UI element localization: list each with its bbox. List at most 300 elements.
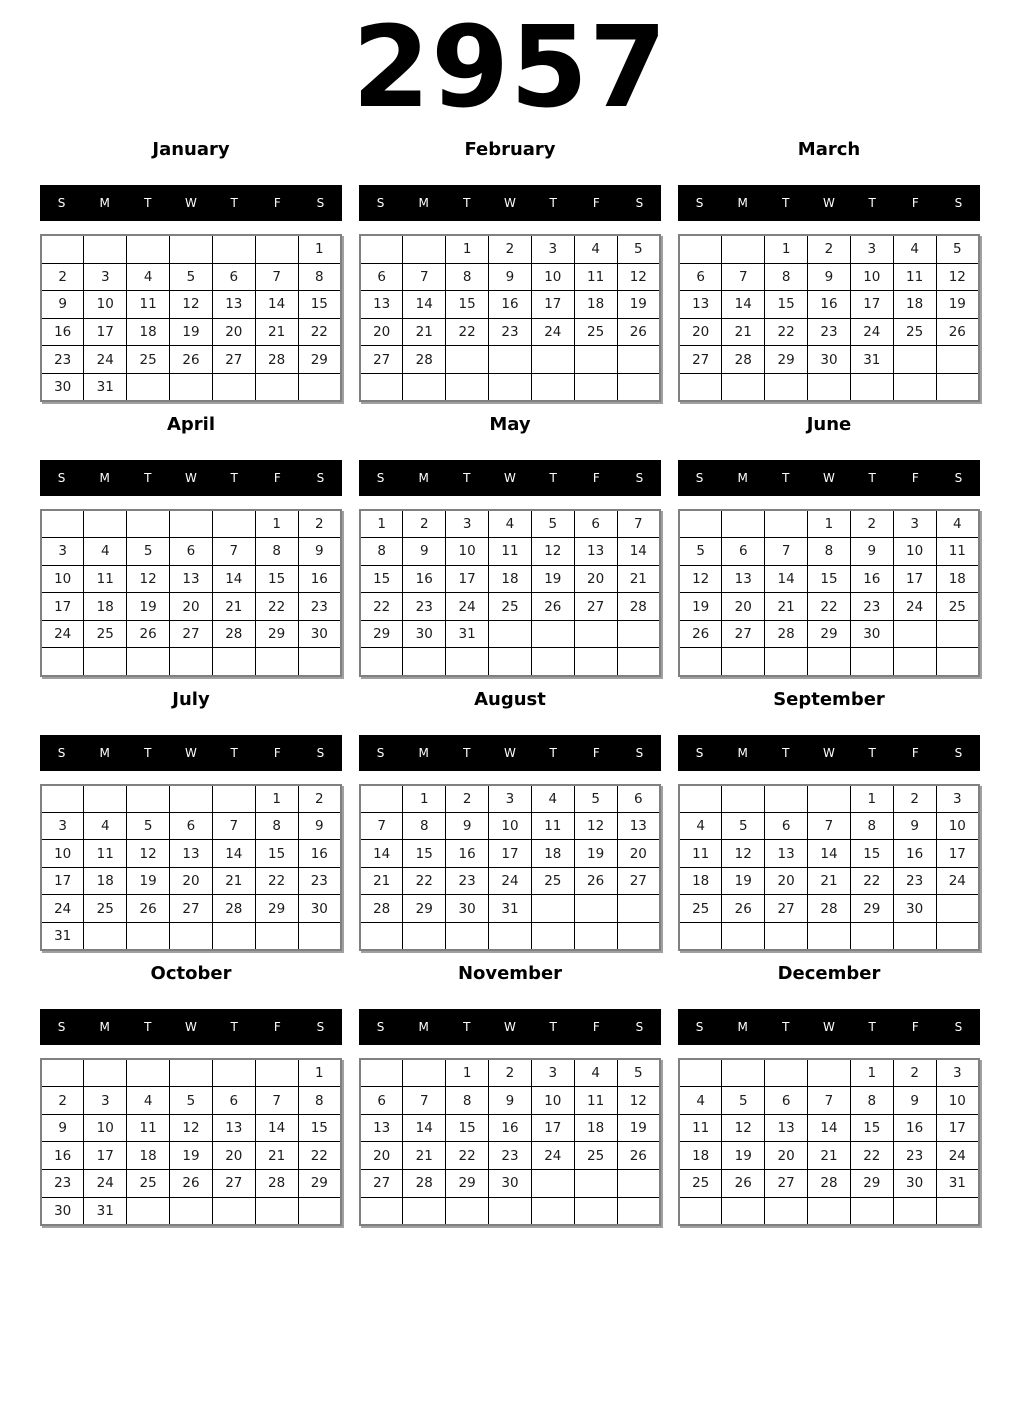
weekday-label: M (737, 196, 748, 211)
day-cell: 14 (722, 291, 765, 319)
day-cell: 31 (936, 1170, 979, 1198)
empty-day-cell (936, 895, 979, 923)
day-cell: 20 (765, 1142, 808, 1170)
empty-day-cell (531, 346, 574, 374)
day-cell: 19 (617, 291, 660, 319)
day-cell: 5 (617, 1059, 660, 1087)
day-cell: 16 (893, 840, 936, 868)
week-row (360, 538, 660, 566)
day-cell: 13 (765, 840, 808, 868)
day-cell: 16 (893, 1114, 936, 1142)
weekday-label: M (99, 196, 110, 211)
week-row (360, 318, 660, 346)
weekday-label: W (823, 471, 835, 485)
day-cell: 11 (936, 538, 979, 566)
day-cell: 29 (255, 895, 298, 923)
day-cell: 29 (808, 620, 851, 648)
empty-day-cell (41, 785, 84, 813)
week-row (679, 923, 979, 951)
empty-day-cell (255, 923, 298, 951)
weekday-label: T (463, 196, 471, 211)
weekday-label: W (823, 196, 835, 211)
day-cell: 28 (360, 895, 403, 923)
empty-day-cell (765, 510, 808, 538)
month-title-february: February (464, 139, 556, 161)
empty-day-cell (360, 785, 403, 813)
day-cell: 22 (360, 593, 403, 621)
day-cell: 23 (41, 346, 84, 374)
empty-day-cell (936, 346, 979, 374)
empty-day-cell (574, 648, 617, 676)
day-cell: 4 (574, 235, 617, 263)
empty-day-cell (212, 785, 255, 813)
week-row (360, 593, 660, 621)
month-block-november (359, 963, 661, 1226)
month-title-august: August (474, 688, 546, 710)
week-row (41, 346, 341, 374)
day-cell: 27 (574, 593, 617, 621)
empty-day-cell (446, 346, 489, 374)
weekday-label: S (635, 745, 644, 760)
day-cell: 19 (127, 867, 170, 895)
empty-day-cell (84, 510, 127, 538)
day-cell: 1 (765, 235, 808, 263)
day-cell: 23 (298, 593, 341, 621)
day-cell: 15 (403, 840, 446, 868)
empty-day-cell (679, 1059, 722, 1087)
weekday-label: F (273, 196, 281, 211)
weekday-label: S (695, 471, 704, 485)
month-day-grid (359, 509, 661, 677)
week-row (360, 867, 660, 895)
day-cell: 7 (617, 510, 660, 538)
day-cell: 12 (617, 263, 660, 291)
day-cell: 22 (446, 318, 489, 346)
day-cell: 15 (808, 565, 851, 593)
day-cell: 25 (127, 346, 170, 374)
day-cell: 6 (212, 1087, 255, 1115)
empty-day-cell (574, 1197, 617, 1225)
day-cell: 21 (617, 565, 660, 593)
week-row (360, 620, 660, 648)
day-cell: 6 (679, 263, 722, 291)
day-cell: 11 (127, 1114, 170, 1142)
empty-day-cell (170, 1197, 213, 1225)
empty-day-cell (127, 1197, 170, 1225)
day-cell: 26 (170, 1170, 213, 1198)
day-cell: 10 (446, 538, 489, 566)
month-day-grid (40, 234, 342, 402)
empty-day-cell (298, 373, 341, 401)
month-block-october (40, 963, 342, 1226)
day-cell: 17 (893, 565, 936, 593)
empty-day-cell (617, 1197, 660, 1225)
weekday-header-bar (359, 735, 661, 771)
week-row (360, 812, 660, 840)
day-cell: 19 (170, 318, 213, 346)
day-cell: 23 (489, 318, 532, 346)
day-cell: 15 (360, 565, 403, 593)
weekday-label: W (504, 196, 516, 211)
day-cell: 8 (298, 1087, 341, 1115)
day-cell: 21 (255, 318, 298, 346)
day-cell: 31 (446, 620, 489, 648)
week-row (360, 1197, 660, 1225)
empty-day-cell (574, 620, 617, 648)
empty-day-cell (41, 510, 84, 538)
empty-day-cell (403, 648, 446, 676)
day-cell: 8 (255, 812, 298, 840)
month-title-march: March (797, 139, 861, 161)
day-cell: 4 (84, 812, 127, 840)
day-cell: 23 (446, 867, 489, 895)
weekday-label: T (230, 745, 238, 760)
day-cell: 31 (489, 895, 532, 923)
day-cell: 5 (170, 263, 213, 291)
day-cell: 2 (298, 785, 341, 813)
weekday-header-bar (678, 1009, 980, 1045)
week-row (360, 291, 660, 319)
day-cell: 30 (446, 895, 489, 923)
day-cell: 19 (722, 1142, 765, 1170)
day-cell: 18 (84, 593, 127, 621)
empty-day-cell (298, 923, 341, 951)
empty-day-cell (850, 1197, 893, 1225)
day-cell: 7 (212, 538, 255, 566)
empty-day-cell (127, 1059, 170, 1087)
empty-day-cell (936, 1197, 979, 1225)
empty-day-cell (360, 1059, 403, 1087)
day-cell: 17 (531, 291, 574, 319)
empty-day-cell (446, 923, 489, 951)
week-row (41, 648, 341, 676)
empty-day-cell (722, 510, 765, 538)
empty-day-cell (617, 648, 660, 676)
day-cell: 26 (127, 895, 170, 923)
day-cell: 14 (403, 291, 446, 319)
day-cell: 21 (808, 1142, 851, 1170)
week-row (41, 593, 341, 621)
day-cell: 10 (531, 263, 574, 291)
week-row (41, 923, 341, 951)
month-title-april: April (166, 414, 216, 435)
day-cell: 9 (893, 1087, 936, 1115)
week-row (360, 1142, 660, 1170)
weekday-label: S (376, 196, 385, 211)
day-cell: 16 (298, 565, 341, 593)
week-row (360, 235, 660, 263)
day-cell: 19 (531, 565, 574, 593)
day-cell: 17 (531, 1114, 574, 1142)
day-cell: 14 (403, 1114, 446, 1142)
month-title-january: January (152, 139, 230, 161)
empty-day-cell (41, 1059, 84, 1087)
empty-day-cell (298, 648, 341, 676)
day-cell: 8 (403, 812, 446, 840)
empty-day-cell (360, 235, 403, 263)
day-cell: 2 (41, 263, 84, 291)
empty-day-cell (360, 1197, 403, 1225)
day-cell: 14 (255, 291, 298, 319)
empty-day-cell (170, 235, 213, 263)
day-cell: 3 (41, 538, 84, 566)
empty-day-cell (255, 1059, 298, 1087)
empty-day-cell (84, 785, 127, 813)
week-row (41, 235, 341, 263)
empty-day-cell (127, 510, 170, 538)
empty-day-cell (765, 785, 808, 813)
week-row (679, 840, 979, 868)
day-cell: 23 (41, 1170, 84, 1198)
day-cell: 10 (850, 263, 893, 291)
day-cell: 24 (531, 1142, 574, 1170)
day-cell: 29 (850, 895, 893, 923)
day-cell: 22 (298, 1142, 341, 1170)
day-cell: 17 (850, 291, 893, 319)
day-cell: 1 (446, 235, 489, 263)
week-row (679, 648, 979, 676)
day-cell: 28 (722, 346, 765, 374)
weekday-label: S (954, 196, 963, 211)
day-cell: 28 (808, 1170, 851, 1198)
day-cell: 28 (255, 1170, 298, 1198)
day-cell: 9 (850, 538, 893, 566)
day-cell: 15 (446, 291, 489, 319)
day-cell: 17 (41, 593, 84, 621)
empty-day-cell (679, 648, 722, 676)
weekday-label: T (782, 745, 790, 760)
empty-day-cell (722, 1059, 765, 1087)
day-cell: 14 (617, 538, 660, 566)
week-row (41, 867, 341, 895)
empty-day-cell (531, 1170, 574, 1198)
empty-day-cell (255, 373, 298, 401)
empty-day-cell (808, 785, 851, 813)
day-cell: 3 (446, 510, 489, 538)
day-cell: 17 (84, 318, 127, 346)
day-cell: 18 (679, 867, 722, 895)
day-cell: 15 (850, 840, 893, 868)
weekday-label: W (185, 745, 197, 760)
empty-day-cell (255, 648, 298, 676)
day-cell: 26 (722, 895, 765, 923)
weekday-label: T (782, 196, 790, 211)
weekday-header-bar (678, 185, 980, 221)
week-row (41, 1170, 341, 1198)
day-cell: 24 (893, 593, 936, 621)
day-cell: 6 (212, 263, 255, 291)
day-cell: 3 (84, 263, 127, 291)
day-cell: 12 (127, 565, 170, 593)
week-row (679, 1059, 979, 1087)
empty-day-cell (170, 923, 213, 951)
weekday-label: T (144, 745, 152, 760)
weekday-label: M (418, 1020, 429, 1035)
day-cell: 4 (84, 538, 127, 566)
empty-day-cell (403, 1197, 446, 1225)
weekday-label: S (316, 471, 325, 485)
weekday-header-bar (359, 185, 661, 221)
weekday-label: W (185, 471, 197, 485)
empty-day-cell (127, 785, 170, 813)
day-cell: 25 (127, 1170, 170, 1198)
day-cell: 1 (808, 510, 851, 538)
day-cell: 19 (127, 593, 170, 621)
empty-day-cell (255, 1197, 298, 1225)
week-row (679, 620, 979, 648)
empty-day-cell (617, 346, 660, 374)
day-cell: 10 (41, 840, 84, 868)
empty-day-cell (936, 923, 979, 951)
day-cell: 23 (850, 593, 893, 621)
weekday-label: F (911, 1020, 919, 1035)
weekday-header-bar (40, 735, 342, 771)
day-cell: 2 (489, 1059, 532, 1087)
day-cell: 20 (617, 840, 660, 868)
week-row (41, 291, 341, 319)
day-cell: 29 (255, 620, 298, 648)
empty-day-cell (617, 373, 660, 401)
day-cell: 13 (170, 840, 213, 868)
month-day-grid (678, 1058, 980, 1226)
day-cell: 14 (808, 840, 851, 868)
day-cell: 20 (170, 867, 213, 895)
day-cell: 6 (360, 263, 403, 291)
weekday-label: S (635, 1020, 644, 1035)
day-cell: 28 (212, 620, 255, 648)
week-row (41, 895, 341, 923)
empty-day-cell (403, 373, 446, 401)
day-cell: 23 (893, 1142, 936, 1170)
empty-day-cell (893, 373, 936, 401)
weekday-label: W (504, 1020, 516, 1035)
day-cell: 12 (170, 1114, 213, 1142)
empty-day-cell (679, 510, 722, 538)
weekday-label: F (911, 745, 919, 760)
week-row (679, 373, 979, 401)
day-cell: 27 (170, 895, 213, 923)
day-cell: 30 (489, 1170, 532, 1198)
weekday-label: T (230, 1020, 238, 1035)
day-cell: 30 (893, 895, 936, 923)
day-cell: 25 (489, 593, 532, 621)
day-cell: 26 (531, 593, 574, 621)
month-block-january (40, 139, 342, 402)
day-cell: 3 (893, 510, 936, 538)
empty-day-cell (360, 373, 403, 401)
day-cell: 4 (679, 1087, 722, 1115)
day-cell: 1 (255, 510, 298, 538)
day-cell: 10 (84, 1114, 127, 1142)
empty-day-cell (808, 923, 851, 951)
day-cell: 20 (765, 867, 808, 895)
weekday-label: S (695, 745, 704, 760)
day-cell: 15 (298, 1114, 341, 1142)
week-row (41, 840, 341, 868)
day-cell: 30 (298, 620, 341, 648)
day-cell: 21 (403, 1142, 446, 1170)
day-cell: 2 (403, 510, 446, 538)
empty-day-cell (127, 235, 170, 263)
empty-day-cell (617, 1170, 660, 1198)
day-cell: 9 (808, 263, 851, 291)
week-row (360, 648, 660, 676)
day-cell: 18 (679, 1142, 722, 1170)
empty-day-cell (84, 648, 127, 676)
empty-day-cell (212, 1197, 255, 1225)
day-cell: 22 (446, 1142, 489, 1170)
day-cell: 13 (170, 565, 213, 593)
empty-day-cell (765, 1197, 808, 1225)
day-cell: 29 (403, 895, 446, 923)
day-cell: 21 (403, 318, 446, 346)
day-cell: 27 (360, 346, 403, 374)
day-cell: 26 (722, 1170, 765, 1198)
weekday-label: S (635, 471, 644, 485)
day-cell: 27 (722, 620, 765, 648)
day-cell: 17 (84, 1142, 127, 1170)
weekday-label: T (230, 196, 238, 211)
weekday-label: T (144, 1020, 152, 1035)
empty-day-cell (722, 373, 765, 401)
week-row (41, 785, 341, 813)
month-title-november: November (457, 963, 563, 985)
week-row (679, 318, 979, 346)
day-cell: 11 (893, 263, 936, 291)
empty-day-cell (170, 1059, 213, 1087)
day-cell: 12 (127, 840, 170, 868)
week-row (41, 565, 341, 593)
day-cell: 30 (41, 1197, 84, 1225)
day-cell: 12 (531, 538, 574, 566)
empty-day-cell (84, 923, 127, 951)
week-row (679, 1142, 979, 1170)
day-cell: 13 (722, 565, 765, 593)
day-cell: 19 (722, 867, 765, 895)
empty-day-cell (127, 923, 170, 951)
weekday-label: M (418, 196, 429, 211)
day-cell: 16 (298, 840, 341, 868)
year-title: 2957 (352, 3, 668, 133)
empty-day-cell (489, 346, 532, 374)
day-cell: 12 (574, 812, 617, 840)
day-cell: 23 (893, 867, 936, 895)
day-cell: 24 (41, 895, 84, 923)
day-cell: 10 (893, 538, 936, 566)
day-cell: 26 (679, 620, 722, 648)
empty-day-cell (212, 1059, 255, 1087)
month-day-grid (359, 234, 661, 402)
empty-day-cell (298, 1197, 341, 1225)
empty-day-cell (808, 648, 851, 676)
day-cell: 18 (531, 840, 574, 868)
day-cell: 21 (212, 593, 255, 621)
empty-day-cell (41, 648, 84, 676)
day-cell: 14 (808, 1114, 851, 1142)
month-day-grid (40, 1058, 342, 1226)
day-cell: 4 (574, 1059, 617, 1087)
weekday-label: M (99, 1020, 110, 1035)
day-cell: 4 (489, 510, 532, 538)
week-row (679, 1197, 979, 1225)
empty-day-cell (403, 235, 446, 263)
empty-day-cell (893, 1197, 936, 1225)
day-cell: 11 (127, 291, 170, 319)
day-cell: 20 (360, 318, 403, 346)
weekday-label: M (737, 1020, 748, 1035)
day-cell: 31 (84, 373, 127, 401)
empty-day-cell (765, 373, 808, 401)
